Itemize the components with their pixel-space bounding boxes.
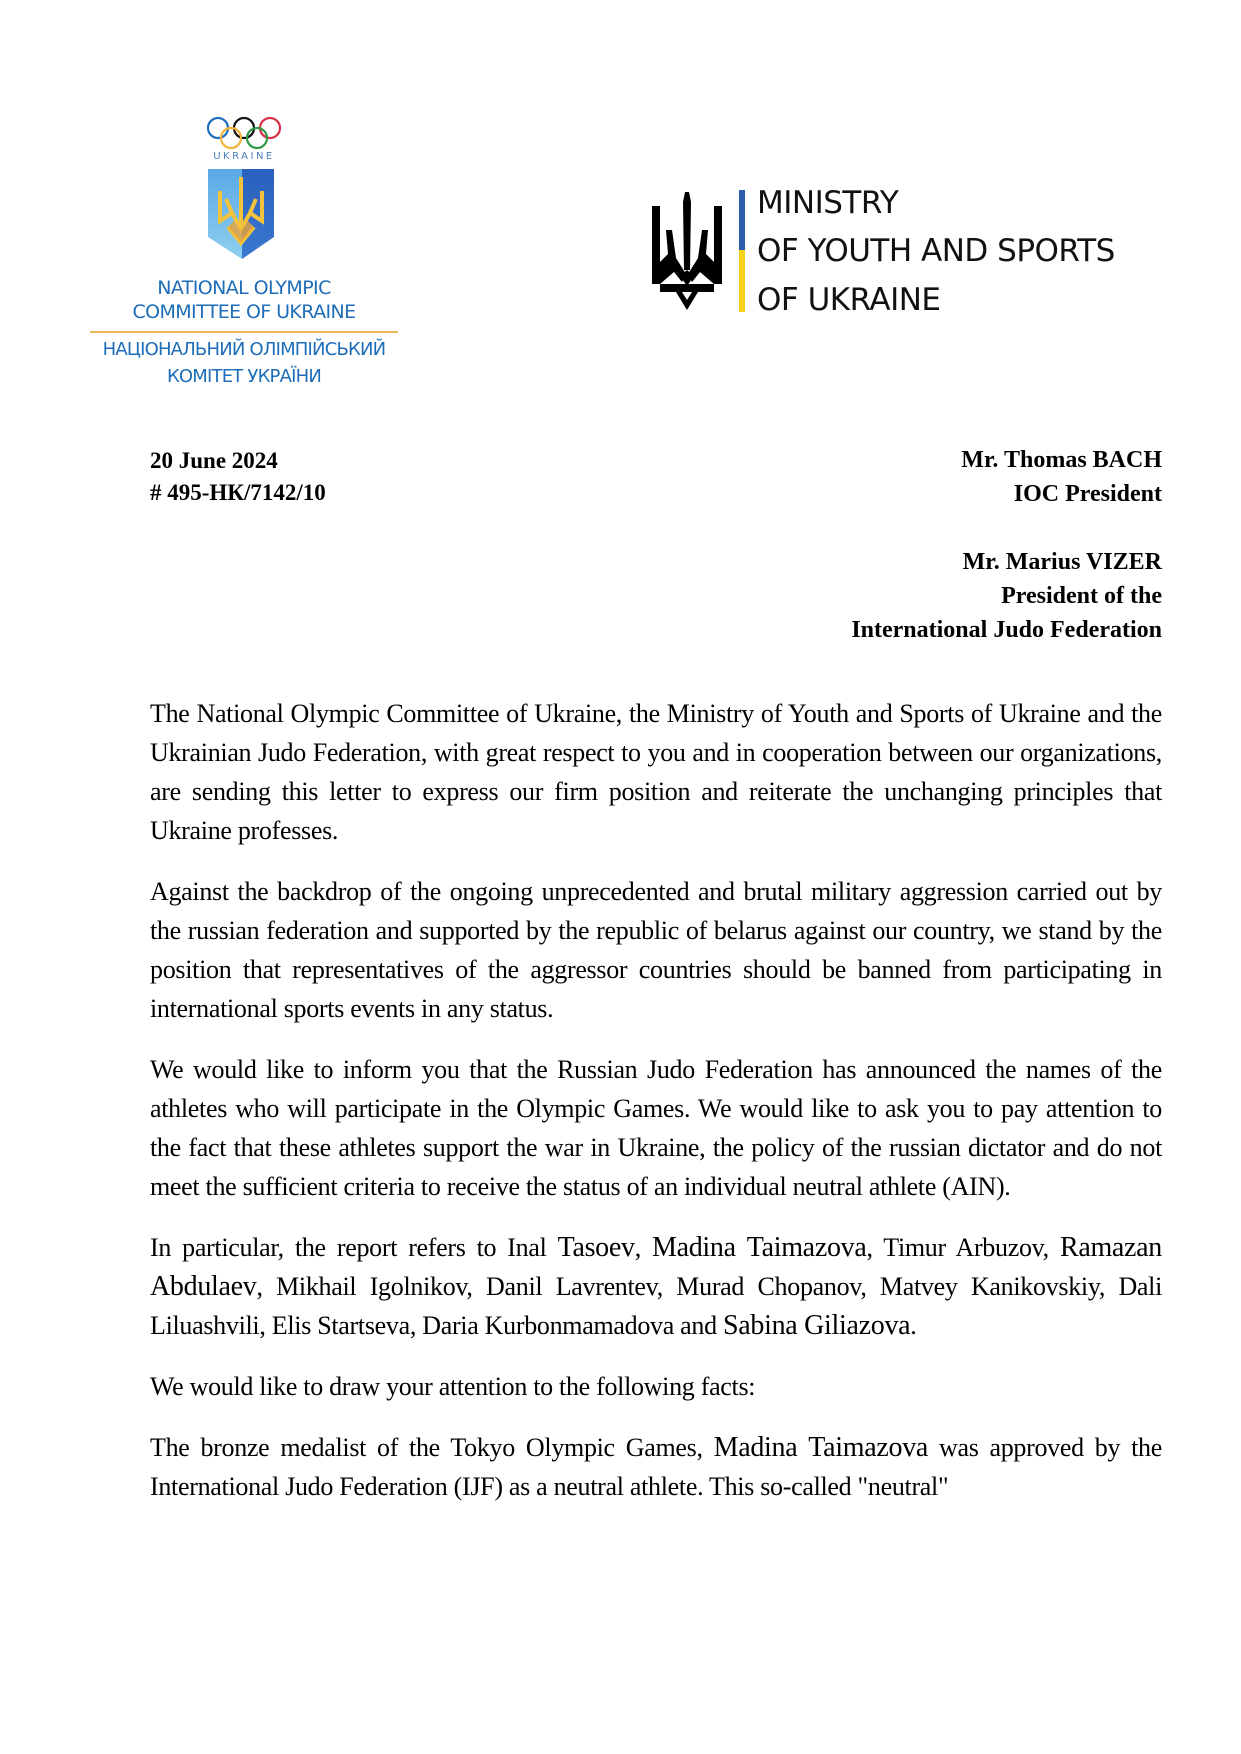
ministry-bar-blue [739, 190, 745, 250]
athlete-name: Ramazan Abdulaev [150, 1232, 1163, 1302]
athlete-name: Dali Liluashvili [150, 1272, 1163, 1340]
noc-name-ua-line2: КОМІТЕТ УКРАЇНИ [166, 366, 322, 387]
letter-body [150, 694, 1162, 1528]
athlete-name: Elis Startseva [271, 1311, 410, 1340]
paragraph-3: We would like to inform you that the Russian Judo Federation has announced the names of the athletes who will participate in the Olympic Games. We would like to ask you to pay attention to the fact that these athletes support the war in Ukraine, the policy of the russian dictator and do not meet the sufficient criteria to receive the status of an individual neutral athlete (AIN). [150, 1055, 1162, 1201]
separator: , [866, 1233, 884, 1262]
separator: , [634, 1233, 652, 1262]
trident-shield-icon [208, 169, 274, 259]
conjunction: and [673, 1311, 724, 1340]
athlete-name: Madina Taimazova [651, 1232, 867, 1263]
athlete-name: Murad Chopanov [676, 1272, 861, 1301]
separator: , [1042, 1233, 1060, 1262]
athlete-name: Timur Arbuzov [883, 1233, 1043, 1262]
addressee-2-name: Mr. Marius VIZER [962, 549, 1162, 575]
paragraph-6 [150, 1428, 1162, 1506]
ministry-name-line1: MINISTRY [757, 185, 899, 221]
separator: , [259, 1311, 272, 1340]
separator: , [256, 1272, 277, 1301]
addressee-2-title-line1: President of the [1001, 583, 1162, 609]
athlete-name: Tasoev [557, 1232, 635, 1263]
p4-prefix: In particular, the report refers to Inal [150, 1233, 558, 1262]
separator: , [860, 1272, 880, 1301]
paragraph-1: The National Olympic Committee of Ukraine, the Ministry of Youth and Sports of Ukraine and the Ukrainian Judo Federation, with great respect to you and in cooperation between our organizations, are sending this letter to express our firm position and reiterate the unchanging principles that Ukraine professes. [150, 699, 1162, 845]
athlete-name: Mikhail Igolnikov [276, 1272, 467, 1301]
paragraph-4-athletes [150, 1228, 1162, 1345]
letter-reference: # 495-НК/7142/10 [150, 480, 326, 505]
ministry-name-line2: OF YOUTH AND SPORTS [757, 233, 1115, 269]
addressee-1-title: IOC President [1013, 481, 1162, 507]
paragraph-2: Against the backdrop of the ongoing unprecedented and brutal military aggression carried out by the russian federation and supported by the republic of belarus against our country, we stand by the position that representatives of the aggressor countries should be banned from participating in international sports events in any status. [150, 877, 1162, 1023]
ministry-youth-sports-logo [650, 185, 1170, 322]
athlete-name: Danil Lavrentev [486, 1272, 657, 1301]
athlete-name: Matvey Kanikovskiy [879, 1272, 1099, 1301]
athlete-name-highlight: Madina Taimazova [713, 1432, 929, 1463]
letter-meta [150, 445, 326, 509]
letter-date: 20 June 2024 [150, 448, 278, 473]
addressee-spacer [851, 511, 1162, 545]
p6-after: was approved by the International Judo Federation (IJF) as a neutral athlete. This so-called "neutral" [150, 1433, 1162, 1501]
ministry-name-line3: OF UKRAINE [757, 282, 941, 318]
noc-name-en-line2: COMMITTEE OF UKRAINE [132, 301, 356, 323]
separator: , [656, 1272, 677, 1301]
noc-divider [90, 331, 398, 333]
ukraine-trident-icon [652, 192, 722, 310]
separator: , [1098, 1272, 1119, 1301]
addressee-block [851, 443, 1162, 647]
athlete-name: Daria Kurbonmamadova [422, 1311, 674, 1340]
olympic-rings-icon [206, 116, 282, 150]
athlete-name: Sabina Giliazova [723, 1310, 911, 1341]
separator: , [466, 1272, 487, 1301]
separator: , [409, 1311, 423, 1340]
paragraph-5: We would like to draw your attention to the following facts: [150, 1372, 756, 1401]
noc-name-ua-line1: НАЦІОНАЛЬНИЙ ОЛІМПІЙСЬКИЙ [102, 339, 386, 360]
p6-before: The bronze medalist of the Tokyo Olympic Games, [150, 1433, 714, 1462]
period: . [910, 1311, 917, 1340]
addressee-2-title-line2: International Judo Federation [851, 617, 1162, 643]
noc-name-en-line1: NATIONAL OLYMPIC [157, 277, 331, 299]
noc-country-label: UKRAINE [213, 151, 275, 162]
addressee-1-name: Mr. Thomas BACH [961, 447, 1162, 473]
ministry-bar-yellow [739, 250, 745, 312]
